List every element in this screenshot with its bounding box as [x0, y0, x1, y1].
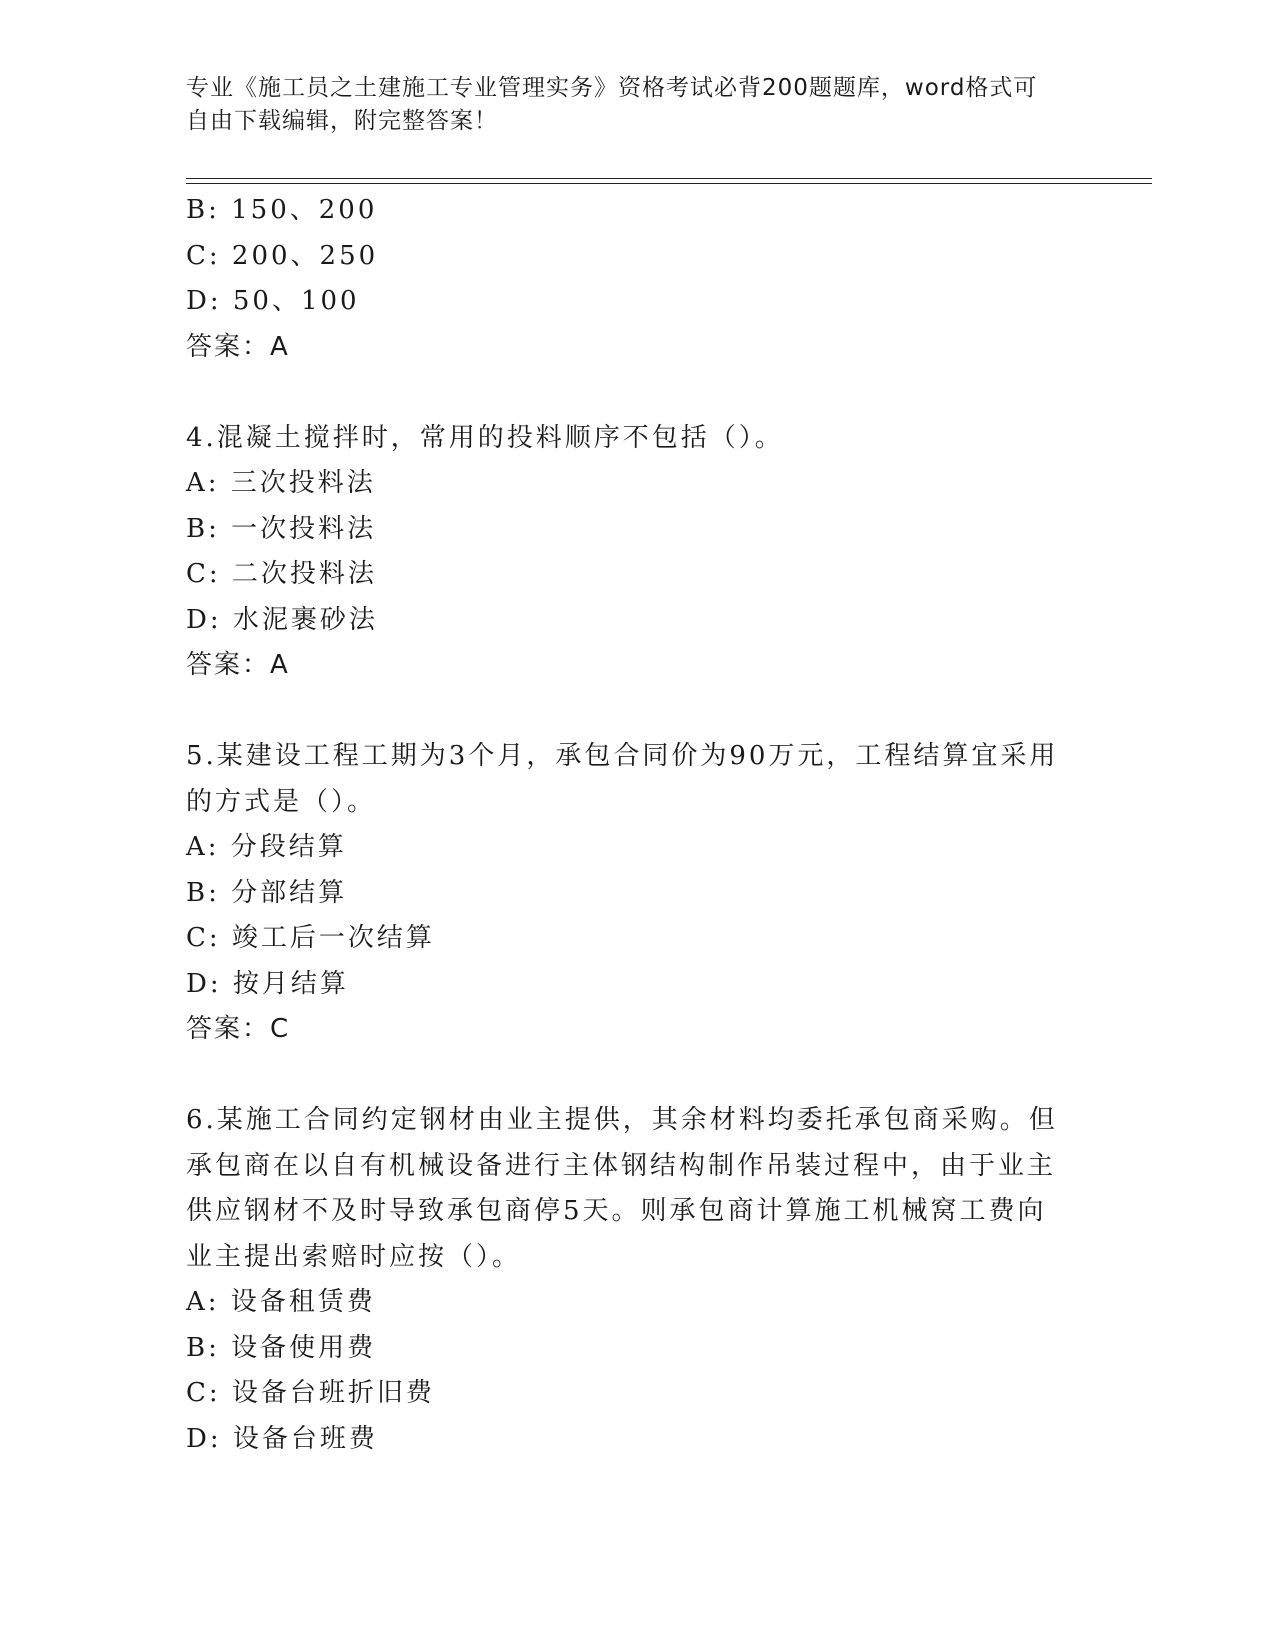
option-d: D: 设备台班费 — [186, 1423, 378, 1454]
document-header — [186, 72, 1066, 138]
option-c: C: 竣工后一次结算 — [186, 923, 435, 953]
option-a: A: 三次投料法 — [186, 468, 376, 498]
option-b: B: 一次投料法 — [186, 513, 377, 544]
question-stem: 供应钢材不及时导致承包商停5天。则承包商计算施工机械窝工费向 — [186, 1196, 1047, 1226]
option-b: B: 设备使用费 — [186, 1332, 377, 1363]
spacer — [186, 1053, 1086, 1099]
answer: 答案：A — [186, 650, 290, 680]
option-c: C: 200、250 — [186, 240, 379, 271]
option-c: C: 二次投料法 — [186, 559, 377, 589]
question-stem: 业主提出索赔时应按（）。 — [186, 1241, 522, 1272]
question-4 — [186, 416, 1086, 689]
spacer — [186, 689, 1086, 735]
option-a: A: 分段结算 — [186, 832, 347, 862]
header-divider — [186, 183, 1152, 184]
option-b: B: 150、200 — [186, 195, 378, 225]
header-line: 专业《施工员之土建施工专业管理实务》资格考试必背200题题库，word格式可 — [186, 75, 1038, 101]
question-stem: 承包商在以自有机械设备进行主体钢结构制作吊装过程中，由于业主 — [186, 1150, 1057, 1181]
option-d: D: 按月结算 — [186, 968, 349, 999]
question-6 — [186, 1098, 1086, 1462]
question-5 — [186, 734, 1086, 1053]
question-3-continued — [186, 188, 1086, 370]
option-b: B: 分部结算 — [186, 877, 348, 908]
option-d: D: 水泥裹砂法 — [186, 604, 378, 635]
question-stem: 6.某施工合同约定钢材由业主提供，其余材料均委托承包商采购。但 — [186, 1105, 1058, 1135]
question-stem: 5.某建设工程工期为3个月，承包合同价为90万元，工程结算宜采用 — [186, 741, 1059, 771]
question-stem: 4.混凝土搅拌时，常用的投料顺序不包括（）。 — [186, 422, 784, 453]
option-c: C: 设备台班折旧费 — [186, 1378, 435, 1408]
question-list — [186, 188, 1086, 1462]
spacer — [186, 370, 1086, 416]
header-divider — [186, 178, 1152, 179]
header-line: 自由下载编辑，附完整答案！ — [186, 108, 498, 134]
option-a: A: 设备租赁费 — [186, 1287, 376, 1317]
answer: 答案：A — [186, 331, 290, 362]
question-stem: 的方式是（）。 — [186, 786, 377, 817]
option-d: D: 50、100 — [186, 286, 360, 316]
answer: 答案：C — [186, 1014, 291, 1044]
